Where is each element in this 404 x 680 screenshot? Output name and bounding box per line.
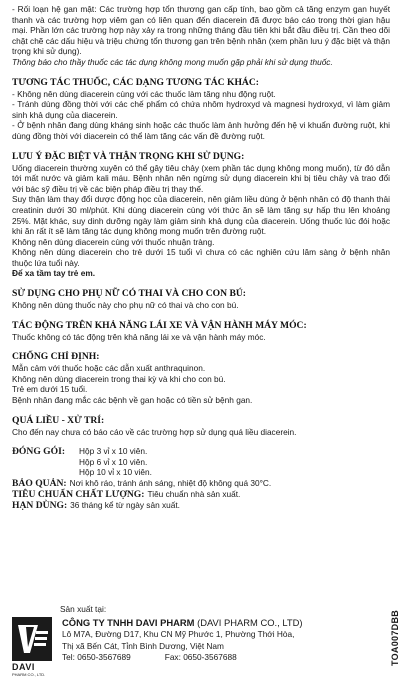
company-address-line-1: Lô M7A, Đường D17, Khu CN Mỹ Phước 1, Phường Thới Hòa, <box>62 629 295 639</box>
expiry-row <box>12 500 390 511</box>
keep-away-warning: Để xa tầm tay trẻ em. <box>12 268 96 279</box>
standard-label: TIÊU CHUẨN CHẤT LƯỢNG: <box>12 489 145 500</box>
storage-text: Nơi khô ráo, tránh ánh sáng, nhiệt độ không quá 30°C. <box>69 478 272 488</box>
expiry-label: HẠN DÙNG: <box>12 500 68 511</box>
pregnancy-heading: SỬ DỤNG CHO PHỤ NỮ CÓ THAI VÀ CHO CON BÚ: <box>12 288 246 300</box>
company-address-line-2: Thị xã Bến Cát, Tỉnh Bình Dương, Việt Nam <box>62 640 224 651</box>
overdose-text: Cho đến nay chưa có báo cáo về các trường hợp sử dụng quá liều diacerein. <box>12 426 297 437</box>
storage-label: BẢO QUẢN: <box>12 478 67 489</box>
manufacturer-block <box>12 604 384 677</box>
interactions-heading: TƯƠNG TÁC THUỐC, CÁC DẠNG TƯƠNG TÁC KHÁC: <box>12 76 259 88</box>
company-name-en: (DAVI PHARM CO., LTD) <box>197 617 303 628</box>
davi-logo <box>12 617 56 677</box>
company-tel: Tel: 0650-3567689 <box>62 652 131 662</box>
pregnancy-text: Không nên dùng thuốc này cho phụ nữ có thai và cho con bú. <box>12 300 239 311</box>
contraindication-item: Bệnh nhân đang mắc các bệnh về gan hoặc có tiền sử bệnh gan. <box>12 395 253 406</box>
precaution-item: Không nên dùng diacerein cùng với thuốc nhuận tràng. <box>12 236 215 247</box>
manufactured-at-label: Sản xuất tại: <box>60 604 107 614</box>
contraindication-item: Không nên dùng diacerein trong thai kỳ và khi cho con bú. <box>12 373 226 384</box>
logo-text: DAVI <box>12 662 35 672</box>
logo-mark-icon <box>12 617 52 661</box>
packaging-label: ĐÓNG GÓI: <box>12 446 66 458</box>
standard-text: Tiêu chuẩn nhà sản xuất. <box>147 489 241 499</box>
interaction-item: - Tránh dùng đồng thời với các chế phẩm có chứa nhôm hydroxyd và magnesi hydroxyd, vì làm giảm sinh khả dụng của diacerein. <box>12 99 390 120</box>
driving-heading: TÁC ĐỘNG TRÊN KHẢ NĂNG LÁI XE VÀ VẬN HÀNH MÁY MÓC: <box>12 319 307 331</box>
precaution-item: Không nên dùng diacerein cho trẻ dưới 15 tuổi vì chưa có các nghiên cứu lâm sàng ở bệnh nhân thuộc lứa tuổi này. <box>12 247 390 268</box>
company-details <box>56 617 302 677</box>
precaution-item: Suy thận làm thay đổi dược động học của diacerein, nên giảm liều dùng ở bệnh nhân có độ thanh thải creatinin dưới 30 ml/phút. Khi dùng diacerein cùng với thức ăn sẽ làm tăng sự hấp thu lên khoảng 25%. Mặt khác, suy dinh dưỡng ngày làm giảm sinh khả dụng của diacerein. Uống thuốc lúc đói hoặc khi ăn rất ít sẽ làm tăng tác dụng không mong muốn trên đường ruột. <box>12 194 390 237</box>
interaction-item: - Không nên dùng diacerein cùng với các thuốc làm tăng nhu động ruột. <box>12 88 276 99</box>
adverse-report-note: Thông báo cho thầy thuốc các tác dụng không mong muốn gặp phải khi sử dụng thuốc. <box>12 56 333 67</box>
precautions-heading: LƯU Ý ĐẶC BIỆT VÀ THẬN TRỌNG KHI SỬ DỤNG: <box>12 150 245 162</box>
storage-row <box>12 478 390 489</box>
company-contacts <box>62 652 302 664</box>
pack-item: Hộp 10 vỉ x 10 viên. <box>79 467 152 478</box>
standard-row <box>12 489 390 500</box>
pack-item: Hộp 3 vỉ x 10 viên. <box>79 446 148 457</box>
interaction-item: - Ở bệnh nhân đang dùng kháng sinh hoặc các thuốc làm ảnh hưởng đến hệ vi khuẩn đường ruột, khi dùng đồng thời với diacerein có thể làm tăng các vấn đề đường ruột. <box>12 120 390 141</box>
driving-text: Thuốc không có tác động trên khả năng lái xe và vận hành máy móc. <box>12 331 266 342</box>
contraindications-heading: CHỐNG CHỈ ĐỊNH: <box>12 351 100 363</box>
precaution-item: Uống diacerein thường xuyên có thể gây tiêu chảy (xem phần tác dụng không mong muốn), từ đó dẫn tới mất nước và giảm kali máu. Bệnh nhân nên ngừng sử dụng diacerein khi bị tiêu chảy và trao đổi với bác sỹ điều trị về các biện pháp điều trị thay thế. <box>12 162 390 194</box>
company-fax: Fax: 0650-3567688 <box>164 652 237 662</box>
pack-item: Hộp 6 vỉ x 10 viên. <box>79 456 148 467</box>
overdose-heading: QUÁ LIỀU - XỬ TRÍ: <box>12 414 105 426</box>
logo-subtext: PHARM CO., LTD. <box>12 672 46 677</box>
contraindication-item: Mẫn cảm với thuốc hoặc các dẫn xuất anthraquinon. <box>12 363 206 374</box>
company-name-vi: CÔNG TY TNHH DAVI PHARM <box>62 617 195 628</box>
expiry-text: 36 tháng kể từ ngày sản xuất. <box>70 500 180 510</box>
contraindication-item: Trẻ em dưới 15 tuổi. <box>12 384 88 395</box>
document-code: TOA007DBB <box>390 609 400 667</box>
company-name <box>62 617 302 629</box>
packaging-section <box>12 446 390 478</box>
hepatobiliary-paragraph: - Rối loạn hệ gan mật: Các trường hợp tổn thương gan cấp tính, bao gồm cả tăng enzym gan huyết thanh và các trường hợp viêm gan có liên quan đến diacerein đã được báo cáo trong thời gian hậu mại. Phần lớn các trường hợp này xảy ra trong những tháng đầu tiên khi bắt đầu điều trị. Cần theo dõi chặt chẽ các dấu hiệu và triệu chứng tổn thương gan trên bệnh nhân (xem phần lưu ý đặc biệt và thận trọng khi sử dụng). <box>12 4 390 57</box>
